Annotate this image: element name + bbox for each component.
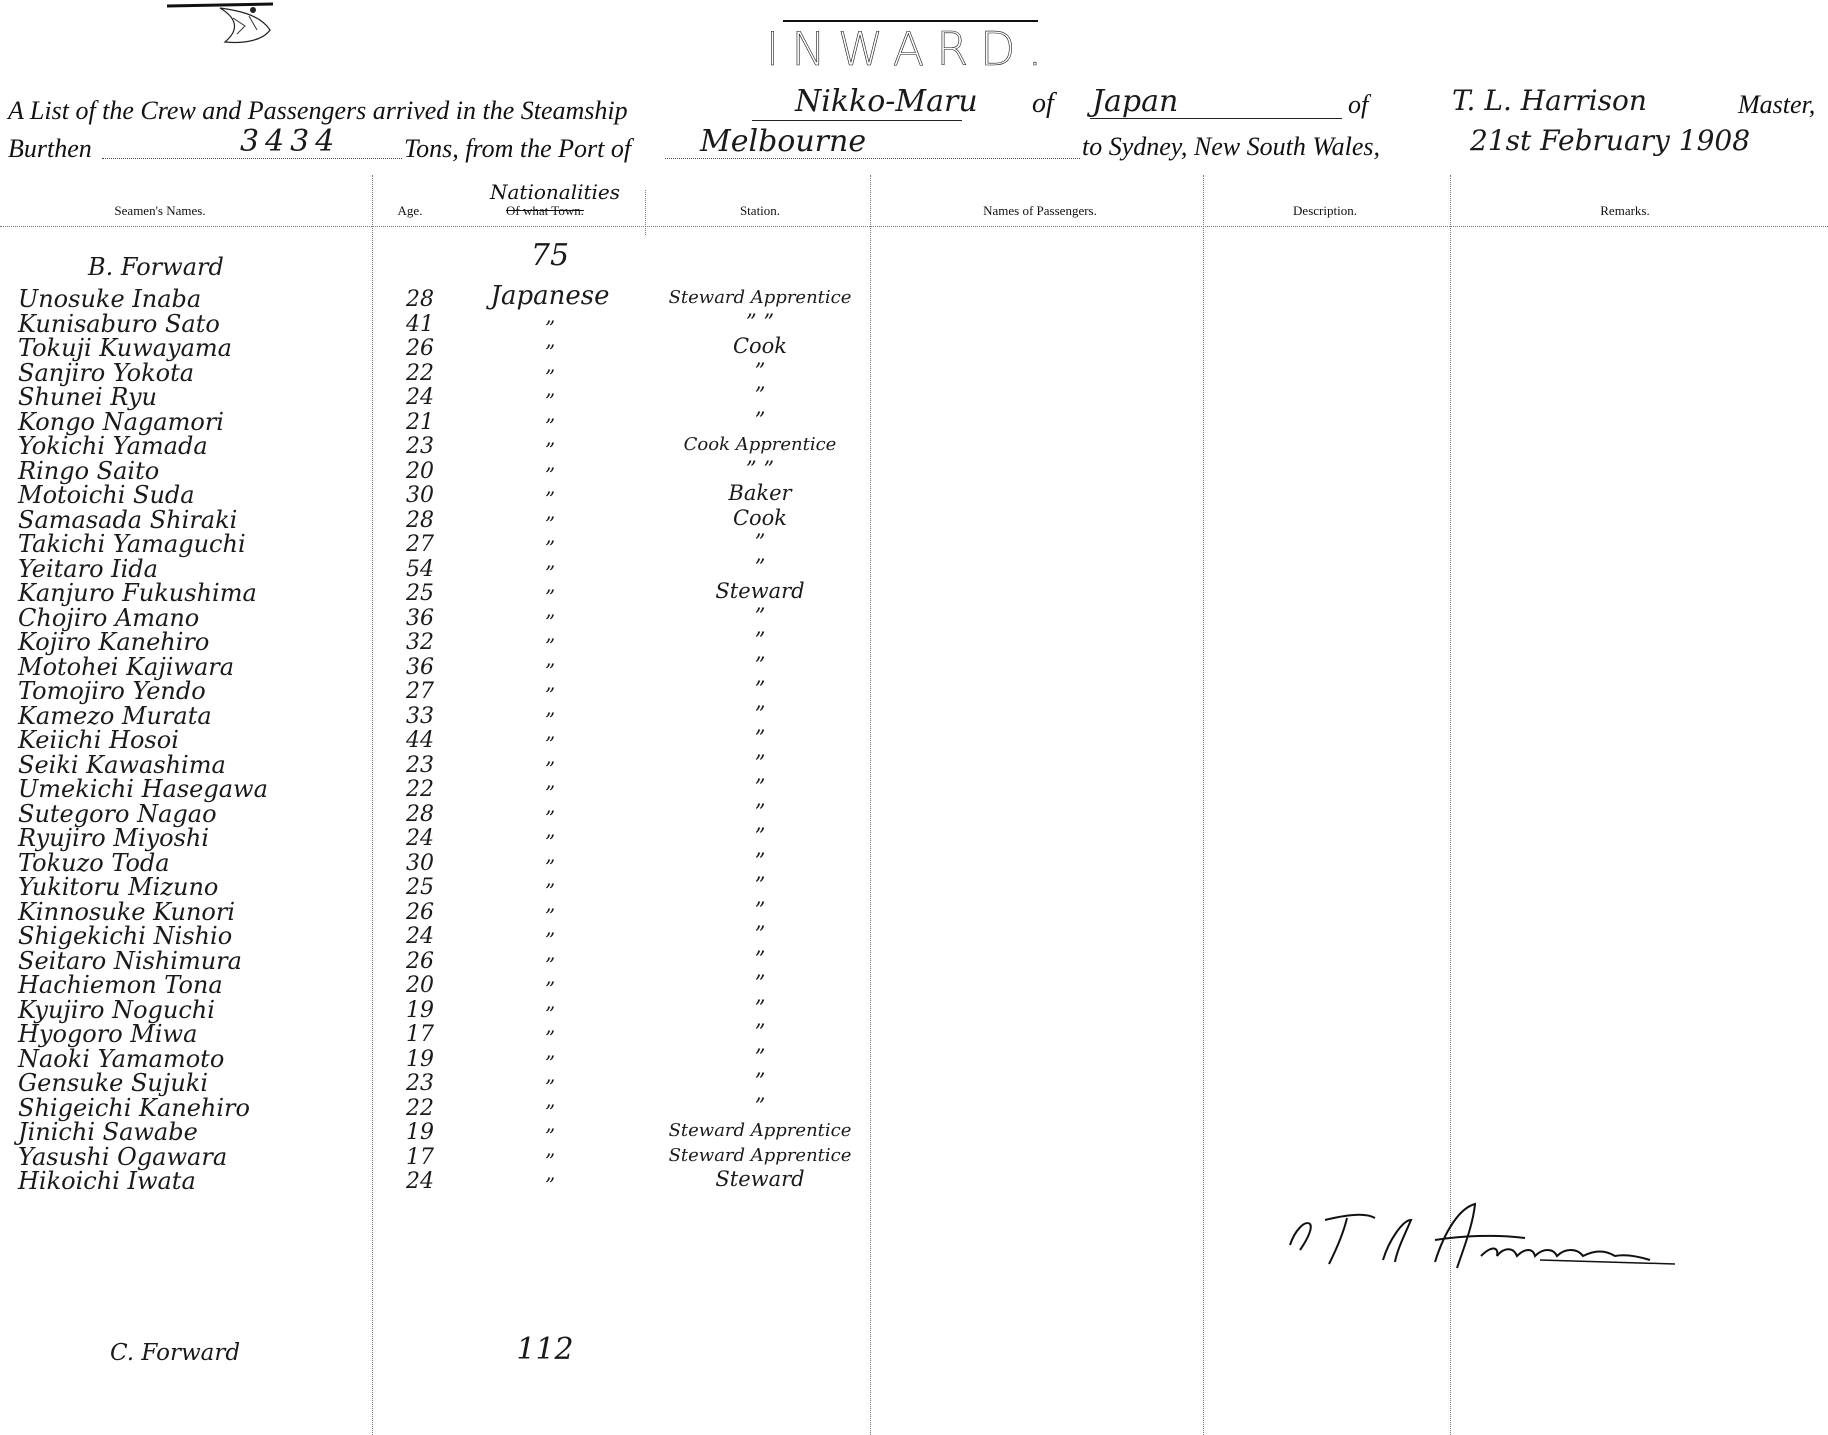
crew-nationality: ” [544,438,556,462]
crew-age: 23 [406,752,434,778]
tons-value: 3434 [240,124,341,159]
crew-name: Shunei Ryu [18,383,157,411]
crew-nationality: ” [544,560,556,585]
crew-station: Steward Apprentice [668,1120,852,1141]
crew-station: ” [754,946,766,971]
crew-station: ” [754,701,766,726]
crew-name: Yasushi Ogawara [18,1142,228,1171]
brought-forward-count: 75 [530,238,570,273]
crew-name: Kongo Nagamori [18,407,224,436]
crew-station: ” [754,603,766,628]
list-description-label: A List of the Crew and Passengers arrived in the Steamship [8,96,628,125]
crew-nationality: ” [544,830,556,854]
crew-age: 30 [406,483,434,508]
crew-name: Kunisaburo Sato [18,309,220,338]
crew-station: ” [754,1093,766,1118]
carried-forward-label: C. Forward [110,1340,241,1366]
crew-nationality: ” [544,756,556,781]
crew-station: Cook [732,334,788,358]
crew-station: ” [754,677,766,701]
crew-station: ” [754,873,766,897]
crew-nationality: ” [544,1001,556,1026]
crew-age: 20 [406,458,434,484]
crew-nationality: ” [544,315,556,340]
crew-name: Hikoichi Iwata [18,1167,196,1195]
crew-nationality: ” [544,413,556,438]
page-title: INWARD. [765,22,1055,76]
column-divider [1203,175,1204,1435]
crew-name: Hachiemon Tona [18,971,223,999]
crew-nationality: ” [544,1075,556,1099]
crew-age: 17 [406,1144,434,1170]
home-underline [1090,118,1342,119]
crew-age: 22 [406,360,434,386]
crew-name: Motoichi Suda [18,481,195,509]
crew-nationality: ” [544,707,556,732]
crew-nationality: ” [544,340,556,364]
crew-age: 25 [406,581,434,606]
crew-station: ” [754,897,766,922]
col-description: Description. [1293,203,1357,218]
crew-name: Sutegoro Nagao [18,799,217,828]
crew-station: ” [754,848,766,873]
crew-name: Tomojiro Yendo [18,677,206,705]
crew-station: ” [754,1020,766,1044]
crew-name: Ringo Saito [18,456,160,485]
crew-name: Kamezo Murata [18,701,212,730]
crew-station: ” [754,750,766,775]
crew-station: ” [754,971,766,995]
crew-name: Kojiro Kanehiro [18,628,210,656]
crew-station: ” [754,407,766,432]
crew-station: ” [754,554,766,579]
crew-age: 27 [406,679,434,704]
crew-station: ” ” [745,456,775,481]
crew-station: Steward [715,1167,805,1191]
crew-age: 54 [406,556,434,582]
crew-age: 30 [406,850,434,876]
col-of-what-town: Of what Town. [506,203,584,218]
crew-nationality: ” [544,634,556,658]
crew-name: Seitaro Nishimura [18,946,242,975]
crew-age: 27 [406,532,434,557]
burthen-label: Burthen [8,134,92,163]
crew-name: Chojiro Amano [18,603,200,632]
crew-nationality: ” [544,1124,556,1148]
crew-nationality: ” [544,389,556,413]
crew-nationality: ” [544,1099,556,1124]
crew-nationality: ” [544,536,556,560]
ship-underline [752,120,962,121]
brought-forward-label: B. Forward [88,253,224,281]
crew-station: ” [754,824,766,848]
ship-name: Nikko-Maru [795,84,978,119]
crew-age: 44 [406,728,434,753]
crew-age: 22 [406,777,434,802]
crew-station: ” [754,922,766,946]
crew-name: Jinichi Sawabe [18,1118,198,1146]
crew-nationality: ” [544,1148,556,1173]
crew-station: ” [754,1069,766,1093]
column-divider [372,175,373,1435]
of-label: of [1032,88,1054,119]
crew-age: 24 [406,385,434,410]
crew-name: Takichi Yamaguchi [18,530,246,558]
crew-nationality: ” [544,854,556,879]
crew-nationality: ” [544,1026,556,1050]
crew-name: Tokuji Kuwayama [18,334,232,362]
crew-nationality: ” [544,977,556,1001]
crew-age: 28 [406,801,434,827]
crew-age: 23 [406,434,434,459]
crew-name: Tokuzo Toda [18,848,170,877]
crew-name: Ryujiro Miyoshi [18,824,210,852]
crew-station: Steward Apprentice [668,287,852,308]
crew-age: 36 [406,605,434,631]
crew-station: ” [754,799,766,824]
crew-name: Shigekichi Nishio [18,922,233,950]
crew-name: Kinnosuke Kunori [18,897,236,926]
crew-age: 33 [406,703,434,729]
header-rule [0,226,1828,227]
crew-name: Shigeichi Kanehiro [18,1093,250,1122]
of-label-2: of [1348,90,1369,119]
home-port: Japan [1092,84,1179,119]
crew-station: ” [754,775,766,799]
crew-age: 28 [406,287,434,312]
master-label: Master, [1738,90,1816,119]
column-divider [870,175,871,1435]
crew-nationality: ” [544,462,556,487]
crew-age: 24 [406,826,434,851]
crew-name: Hyogoro Miwa [18,1020,198,1048]
crew-name: Unosuke Inaba [18,285,202,313]
crew-nationality: ” [544,952,556,977]
crew-age: 28 [406,507,434,533]
crew-nationality: ” [544,781,556,805]
crew-nationality: ” [544,903,556,928]
crew-nationality: ” [544,805,556,830]
crew-name: Naoki Yamamoto [18,1044,225,1073]
crew-name: Kanjuro Fukushima [18,579,257,607]
crew-nationality: ” [544,364,556,389]
crew-station: ” [754,358,766,383]
arrival-date: 21st February 1908 [1470,124,1751,157]
col-station: Station. [739,203,781,218]
crew-station: Cook Apprentice [683,434,837,455]
crew-age: 19 [406,997,434,1023]
column-divider [645,190,646,235]
col-nationalities: Nationalities [489,180,621,204]
crew-name: Motohei Kajiwara [18,652,235,681]
crew-nationality: ” [544,732,556,756]
master-name: T. L. Harrison [1452,84,1647,117]
crew-station: ” [754,995,766,1020]
crew-station: ” [754,628,766,652]
col-age: Age. [397,203,423,218]
col-seamen-names: Seamen's Names. [114,203,206,218]
crew-nationality: ” [544,1050,556,1075]
crew-nationality: ” [544,1173,556,1197]
stamp-mark [165,0,275,46]
crew-nationality: ” [544,879,556,903]
crew-name: Gensuke Sujuki [18,1069,208,1097]
crew-age: 23 [406,1071,434,1096]
crew-age: 24 [406,924,434,949]
crew-age: 32 [406,630,434,655]
crew-name: Keiichi Hosoi [18,726,179,754]
crew-age: 26 [406,336,434,361]
crew-nationality: ” [544,585,556,609]
crew-station: ” [754,726,766,750]
carried-forward-count: 112 [516,1332,574,1367]
crew-age: 36 [406,654,434,680]
crew-station: Baker [728,481,792,505]
crew-nationality: ” [544,511,556,536]
crew-age: 19 [406,1120,434,1145]
crew-station: ” [754,652,766,677]
crew-station: ” ” [745,309,775,334]
crew-name: Sanjiro Yokota [18,358,195,387]
col-passenger-names: Names of Passengers. [983,203,1097,218]
destination-label: to Sydney, New South Wales, [1082,132,1381,161]
crew-name: Seiki Kawashima [18,750,226,779]
crew-age: 41 [406,311,434,337]
crew-age: 22 [406,1095,434,1121]
crew-age: 25 [406,875,434,900]
port-name: Melbourne [700,124,867,159]
crew-station: ” [754,1044,766,1069]
crew-age: 21 [406,409,434,435]
crew-nationality: ” [544,658,556,683]
crew-nationality: ” [544,609,556,634]
crew-age: 20 [406,973,434,998]
crew-name: Yukitoru Mizuno [18,873,219,901]
crew-name: Kyujiro Noguchi [18,995,215,1024]
crew-station: Steward [715,579,805,603]
crew-nationality: ” [544,928,556,952]
crew-station: ” [754,383,766,407]
col-remarks: Remarks. [1600,203,1650,218]
crew-age: 26 [406,899,434,925]
crew-station: Cook [732,505,788,530]
crew-nationality: ” [544,683,556,707]
crew-name: Yokichi Yamada [18,432,208,460]
crew-nationality: Japanese [490,281,610,311]
crew-station: Steward Apprentice [668,1144,852,1166]
crew-age: 17 [406,1022,434,1047]
crew-nationality: ” [544,487,556,511]
master-signature [1285,1190,1685,1285]
crew-name: Yeitaro Iida [18,554,158,583]
crew-name: Samasada Shiraki [18,505,238,534]
tons-label: Tons, from the Port of [404,134,632,163]
crew-station: ” [754,530,766,554]
crew-name: Umekichi Hasegawa [18,775,268,803]
crew-age: 24 [406,1169,434,1194]
crew-age: 26 [406,948,434,974]
crew-age: 19 [406,1046,434,1072]
